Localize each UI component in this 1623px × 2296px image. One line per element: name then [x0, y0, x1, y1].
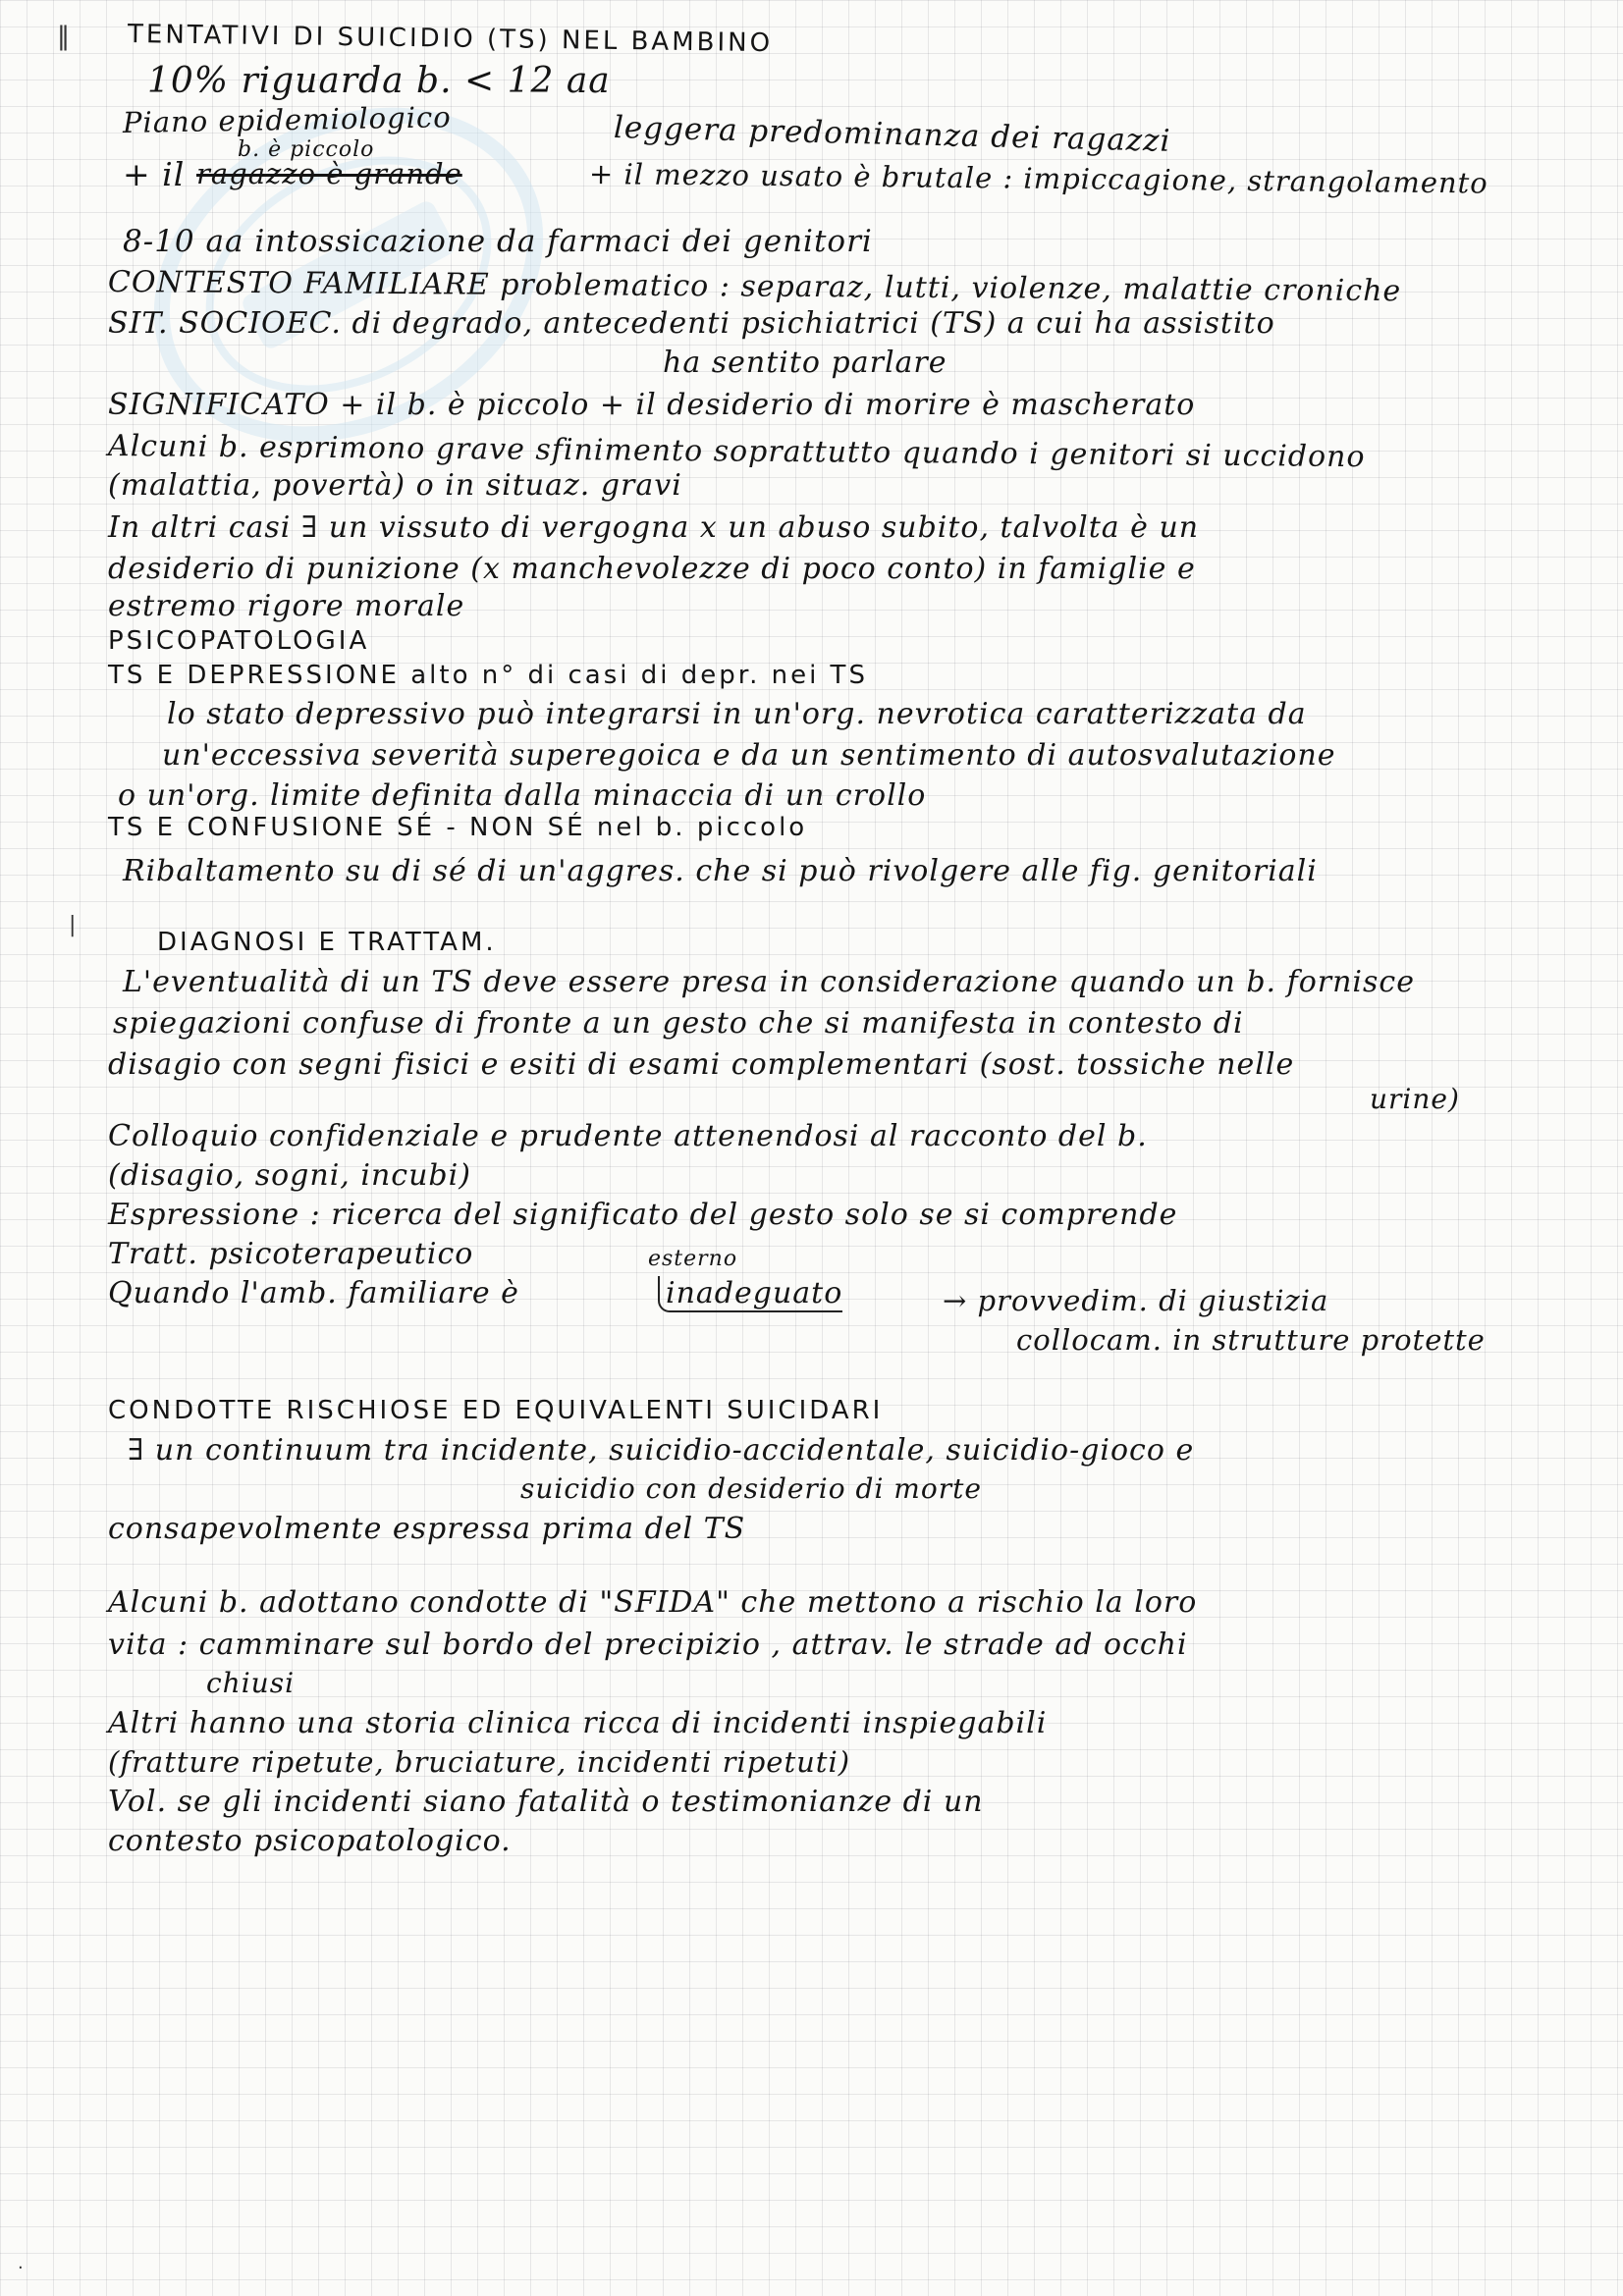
note-line: + il: [123, 155, 186, 193]
note-annotation: b. è piccolo: [238, 137, 375, 162]
note-line: (disagio, sogni, incubi): [108, 1158, 471, 1193]
note-section-heading: CONDOTTE RISCHIOSE ED EQUIVALENTI SUICIDARI: [108, 1396, 884, 1425]
note-section-heading: DIAGNOSI E TRATTAM.: [157, 928, 497, 957]
note-line: Altri hanno una storia clinica ricca di incidenti inspiegabili: [108, 1706, 1048, 1740]
note-line: leggera predominanza dei ragazzi: [613, 110, 1171, 159]
margin-tick-mark: ‖: [57, 22, 70, 51]
note-line: 10% riguarda b. < 12 aa: [147, 61, 611, 101]
note-line: → provvedim. di giustizia: [943, 1284, 1329, 1317]
note-line: estremo rigore morale: [108, 589, 465, 623]
note-line: contesto psicopatologico.: [108, 1824, 512, 1858]
note-line-strikethrough: ragazzo è grande: [196, 157, 462, 190]
margin-tick-mark: ·: [18, 2258, 24, 2278]
note-line: o un'org. limite definita dalla minaccia di un crollo: [118, 778, 927, 813]
note-line-circled: inadeguato: [658, 1276, 842, 1312]
note-line: (malattia, povertà) o in situaz. gravi: [108, 468, 682, 503]
note-line: disagio con segni fisici e esiti di esami complementari (sost. tossiche nelle: [108, 1047, 1295, 1082]
note-line: Alcuni b. adottano condotte di "SFIDA" che mettono a rischio la loro: [108, 1585, 1198, 1620]
margin-tick-mark: |: [69, 913, 77, 937]
note-line: (fratture ripetute, bruciature, incidenti ripetuti): [108, 1745, 851, 1779]
note-subheading: TS E DEPRESSIONE alto n° di casi di depr. nei TS: [108, 661, 868, 690]
note-title: TENTATIVI DI SUICIDIO (TS) NEL BAMBINO: [127, 20, 774, 59]
note-line: desiderio di punizione (x manchevolezze di poco conto) in famiglie e: [108, 552, 1196, 586]
note-line: Espressione : ricerca del significato del gesto solo se si comprende: [108, 1198, 1178, 1232]
note-line: Tratt. psicoterapeutico: [108, 1237, 474, 1271]
note-line: consapevolmente espressa prima del TS: [108, 1512, 746, 1546]
note-line: un'eccessiva severità superegoica e da un sentimento di autosvalutazione: [162, 738, 1336, 773]
note-line: Quando l'amb. familiare è: [108, 1276, 519, 1310]
note-line: lo stato depressivo può integrarsi in un'org. nevrotica caratterizzata da: [167, 697, 1307, 731]
note-line: Piano epidemiologico: [122, 100, 452, 139]
note-line: Alcuni b. esprimono grave sfinimento soprattutto quando i genitori si uccidono: [107, 429, 1366, 475]
note-section-heading: PSICOPATOLOGIA: [108, 626, 370, 656]
note-line: urine): [1370, 1083, 1460, 1115]
note-line: chiusi: [206, 1667, 296, 1699]
note-line: SIGNIFICATO + il b. è piccolo + il desiderio di morire è mascherato: [108, 388, 1196, 422]
note-line: spiegazioni confuse di fronte a un gesto che si manifesta in contesto di: [113, 1006, 1244, 1041]
note-subheading: TS E CONFUSIONE SÉ - NON SÉ nel b. piccolo: [108, 813, 808, 842]
note-line: L'eventualità di un TS deve essere presa in considerazione quando un b. fornisce: [123, 965, 1415, 999]
note-annotation: esterno: [648, 1247, 738, 1271]
note-line: Ribaltamento su di sé di un'aggres. che si può rivolgere alle fig. genitoriali: [123, 854, 1318, 888]
note-line: CONTESTO FAMILIARE problematico : separaz, lutti, violenze, malattie croniche: [107, 265, 1402, 309]
note-line: collocam. in strutture protette: [1016, 1323, 1486, 1357]
note-line: SIT. SOCIOEC. di degrado, antecedenti psichiatrici (TS) a cui ha assistito: [108, 306, 1275, 341]
note-line: Colloquio confidenziale e prudente attenendosi al racconto del b.: [108, 1119, 1148, 1153]
note-line: Vol. se gli incidenti siano fatalità o testimonianze di un: [108, 1785, 984, 1819]
note-line: suicidio con desiderio di morte: [520, 1472, 982, 1505]
note-line: 8-10 aa intossicazione da farmaci dei genitori: [123, 224, 873, 259]
note-line: ∃ un continuum tra incidente, suicidio-accidentale, suicidio-gioco e: [128, 1433, 1195, 1468]
note-line: + il mezzo usato è brutale : impiccagione, strangolamento: [588, 157, 1488, 200]
note-line: In altri casi ∃ un vissuto di vergogna x un abuso subito, talvolta è un: [108, 510, 1200, 545]
note-line: ha sentito parlare: [663, 346, 947, 380]
note-line: vita : camminare sul bordo del precipizio , attrav. le strade ad occhi: [108, 1628, 1188, 1662]
